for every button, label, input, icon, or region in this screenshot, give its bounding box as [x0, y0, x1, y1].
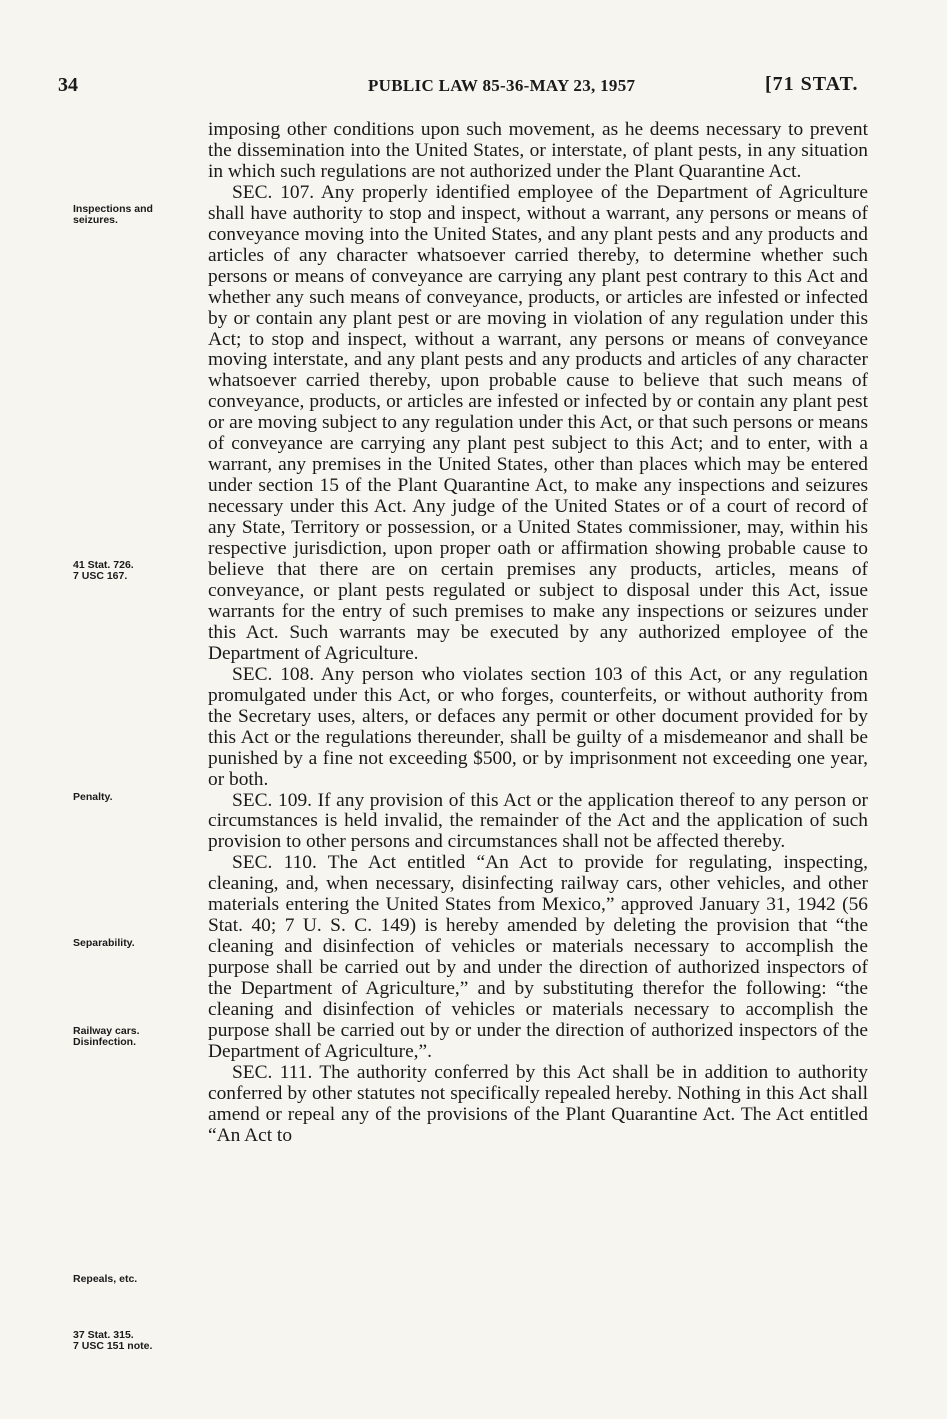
- margin-note-penalty: [73, 792, 113, 803]
- margin-note-line: 37 Stat. 315.: [73, 1329, 134, 1341]
- section-111: SEC. 111. The authority conferred by this Act shall be in addition to authority conferred by other statutes not specifically repealed hereby. Nothing in this Act shall amend or repeal any of the provisions of the Plant Quarantine Act. The Act entitled “An Act to: [208, 1061, 868, 1146]
- margin-note-inspections: [73, 204, 153, 226]
- margin-note-line: 7 USC 167.: [73, 570, 128, 582]
- margin-note-line: Separability.: [73, 937, 135, 949]
- section-110: SEC. 110. The Act entitled “An Act to provide for regulating, inspecting, cleaning, and, when necessary, disinfecting railway cars, other vehicles, and other materials entering the United States from Mexico,” approved January 31, 1942 (56 Stat. 40; 7 U. S. C. 149) is hereby amended by deleting the provision that “the cleaning and disinfection of vehicles or materials necessary to accomplish the purpose shall be carried out by and under the direction of authorized inspectors of the Department of Agriculture,” and by substituting therefor the following: “the cleaning and disinfection of vehicles or materials necessary to accomplish the purpose shall be carried out by or under the direction of authorized inspectors of the Department of Agriculture,”.: [208, 852, 868, 1062]
- page-number: 34: [58, 74, 78, 96]
- margin-note-citation-41-stat: [73, 560, 134, 582]
- section-107: SEC. 107. Any properly identified employee of the Department of Agriculture shall have authority to stop and inspect, without a warrant, any persons or means of conveyance moving into the United States, and any plant pests and any products and articles of any character whatsoever carried thereby, to determine whether such persons or means of conveyance are carrying any plant pest contrary to this Act and whether any such means of conveyance, products, or articles are infested or infected by or contain any plant pest or are moving in violation of any regulation under this Act; to stop and inspect, without a warrant, any persons or means of conveyance moving interstate, and any plant pests and any products and articles of any character whatsoever carried thereby, upon probable cause to believe that such means of conveyance, products, or articles are infested or infected by or contain any plant pest or are moving subject to any regulation under this Act, or that such persons or means of conveyance are carrying any plant pest subject to this Act; and to enter, with a warrant, any premises in the United States, other than places which may be entered under section 15 of the Plant Quarantine Act, to make any inspections and seizures necessary under this Act. Any judge of the United States or of a court of record of any State, Territory or possession, or a United States commissioner, may, within his respective jurisdiction, upon proper oath or affirmation showing probable cause to believe that there are on certain premises any products, articles, means of conveyance, or plant pests regulated or subject to disposal under this Act, issue warrants for the entry of such premises to make any inspections or seizures under this Act. Such warrants may be executed by any authorized employee of the Department of Agriculture.: [208, 181, 868, 664]
- section-108: SEC. 108. Any person who violates section 103 of this Act, or any regulation promulgated under this Act, or who forges, counterfeits, or without authority from the Secretary uses, alters, or defaces any permit or other document provided for by this Act or the regulations thereunder, shall be guilty of a misdemeanor and shall be punished by a fine not exceeding $500, or by imprisonment not exceeding one year, or both.: [208, 663, 868, 790]
- margin-note-line: Disinfection.: [73, 1036, 137, 1048]
- margin-note-railway-cars: [73, 1026, 140, 1048]
- margin-note-citation-37-stat: [73, 1330, 152, 1352]
- paragraph-continuation: imposing other conditions upon such movement, as he deems necessary to prevent the dissemination into the United States, or interstate, of plant pests, in any situation in which such regulations are not authorized under the Plant Quarantine Act.: [208, 119, 868, 182]
- margin-note-line: Penalty.: [73, 791, 113, 803]
- section-109: SEC. 109. If any provision of this Act or the application thereof to any person or circumstances is held invalid, the remainder of the Act and the application of such provision to other persons and circumstances shall not be affected thereby.: [208, 789, 868, 853]
- margin-note-line: 41 Stat. 726.: [73, 559, 134, 571]
- margin-note-separability: [73, 938, 135, 949]
- margin-note-repeals: [73, 1274, 137, 1285]
- margin-note-line: seizures.: [73, 214, 118, 226]
- running-head: PUBLIC LAW 85-36-MAY 23, 1957: [368, 76, 636, 95]
- body-text: [208, 120, 868, 1147]
- margin-note-line: Repeals, etc.: [73, 1273, 138, 1285]
- margin-note-line: Railway cars.: [73, 1025, 140, 1037]
- margin-note-line: Inspections and: [73, 203, 153, 215]
- statute-reference: [71 STAT.: [765, 73, 859, 95]
- margin-note-line: 7 USC 151 note.: [73, 1340, 153, 1352]
